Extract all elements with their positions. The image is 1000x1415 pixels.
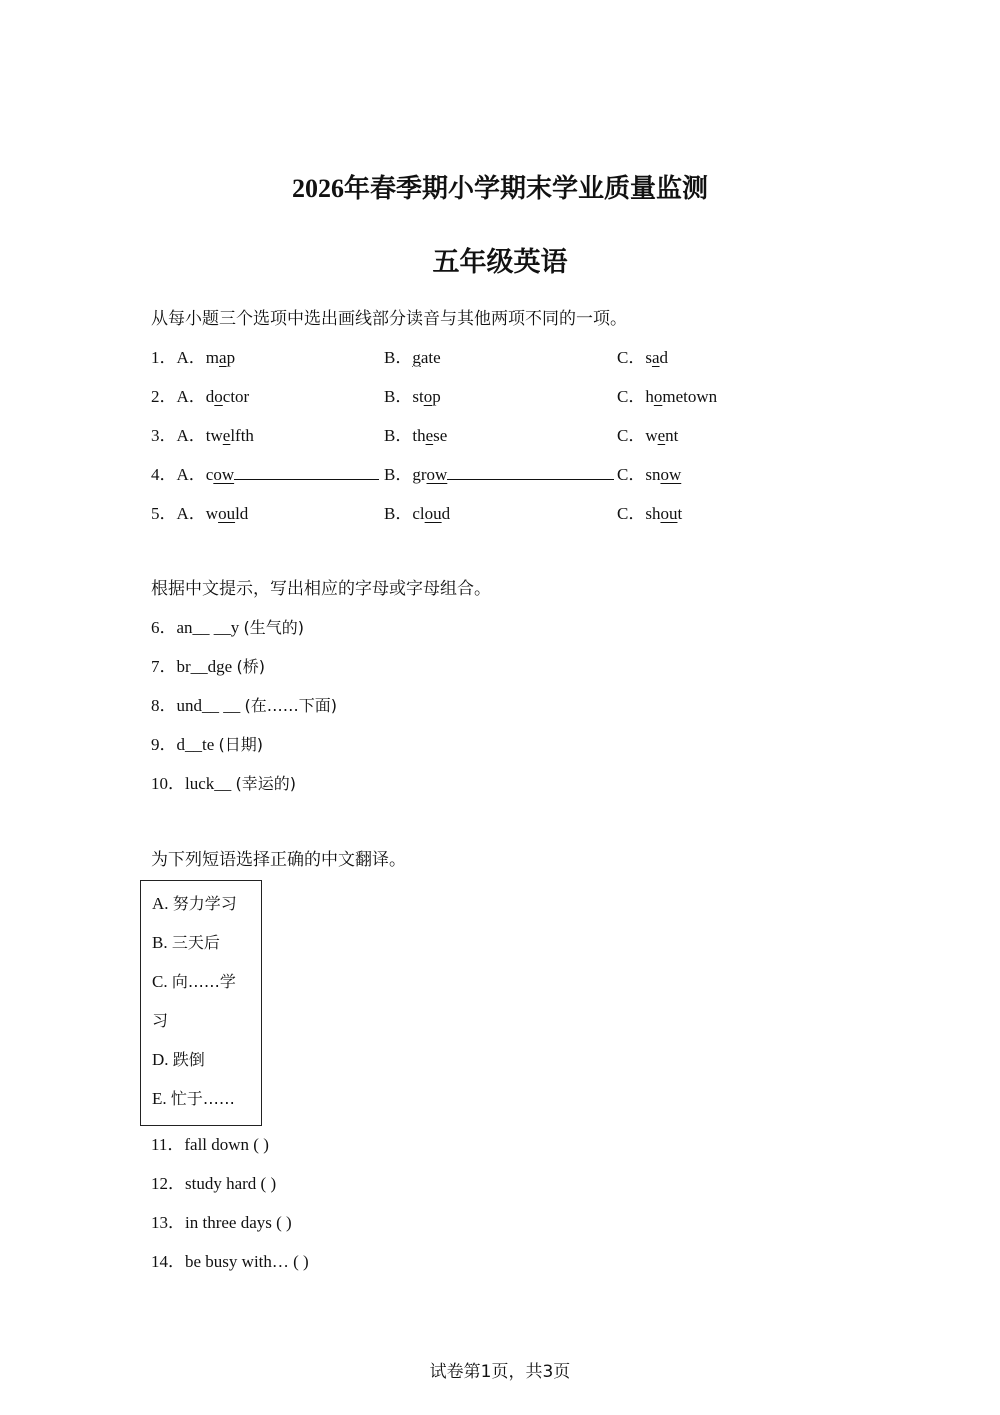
q5-option-c: C．shout xyxy=(617,504,683,523)
q4-option-b: B．grow xyxy=(384,460,614,485)
page-footer: 试卷第1页，共3页 xyxy=(429,1362,571,1382)
q13-line: 13．in three days ( ) xyxy=(151,1213,292,1232)
q11-line: 11．fall down ( ) xyxy=(151,1135,269,1154)
q2-option-b: B．stop xyxy=(384,387,441,406)
section2-instruction: 根据中文提示，写出相应的字母或字母组合。 xyxy=(151,579,491,599)
q2-option-c: C．hometown xyxy=(617,387,718,406)
option-c-wrap: 习 xyxy=(152,1011,169,1030)
option-d: D. 跌倒 xyxy=(152,1050,205,1069)
q14-line: 14．be busy with… ( ) xyxy=(151,1252,309,1271)
q4-option-c: C．snow xyxy=(617,465,682,484)
q7-line: 7．br__dge (桥) xyxy=(151,657,265,676)
q5-option-b: B．cloud xyxy=(384,504,451,523)
q12-line: 12．study hard ( ) xyxy=(151,1174,277,1193)
q5-option-a: 5．A．would xyxy=(151,504,249,523)
section3-instruction: 为下列短语选择正确的中文翻译。 xyxy=(151,850,406,870)
q6-line: 6．an__ __y (生气的) xyxy=(151,618,305,637)
section1-instruction: 从每小题三个选项中选出画线部分读音与其他两项不同的一项。 xyxy=(151,309,627,329)
q4-option-a: 4．A．cow xyxy=(151,460,379,485)
q10-line: 10．luck__ (幸运的) xyxy=(151,774,297,793)
page-title: 2026年春季期小学期末学业质量监测 xyxy=(291,174,708,203)
translation-options-box xyxy=(140,880,262,1126)
q2-option-a: 2．A．doctor xyxy=(151,387,250,406)
q8-line: 8．und__ __ (在……下面) xyxy=(151,696,337,715)
option-e: E. 忙于…… xyxy=(152,1089,235,1108)
q1-option-b: B．gate xyxy=(384,348,441,367)
q1-option-c: C．sad xyxy=(617,348,669,367)
q9-line: 9．d__te (日期) xyxy=(151,735,264,754)
page-subtitle: 五年级英语 xyxy=(432,247,568,277)
option-c: C. 向……学 xyxy=(152,972,236,991)
option-a: A. 努力学习 xyxy=(152,894,237,913)
q3-option-b: B．these xyxy=(384,426,448,445)
q3-option-a: 3．A．twelfth xyxy=(151,426,254,445)
option-b: B. 三天后 xyxy=(152,933,220,952)
q3-option-c: C．went xyxy=(617,426,679,445)
q1-option-a: 1．A．map xyxy=(151,348,236,367)
